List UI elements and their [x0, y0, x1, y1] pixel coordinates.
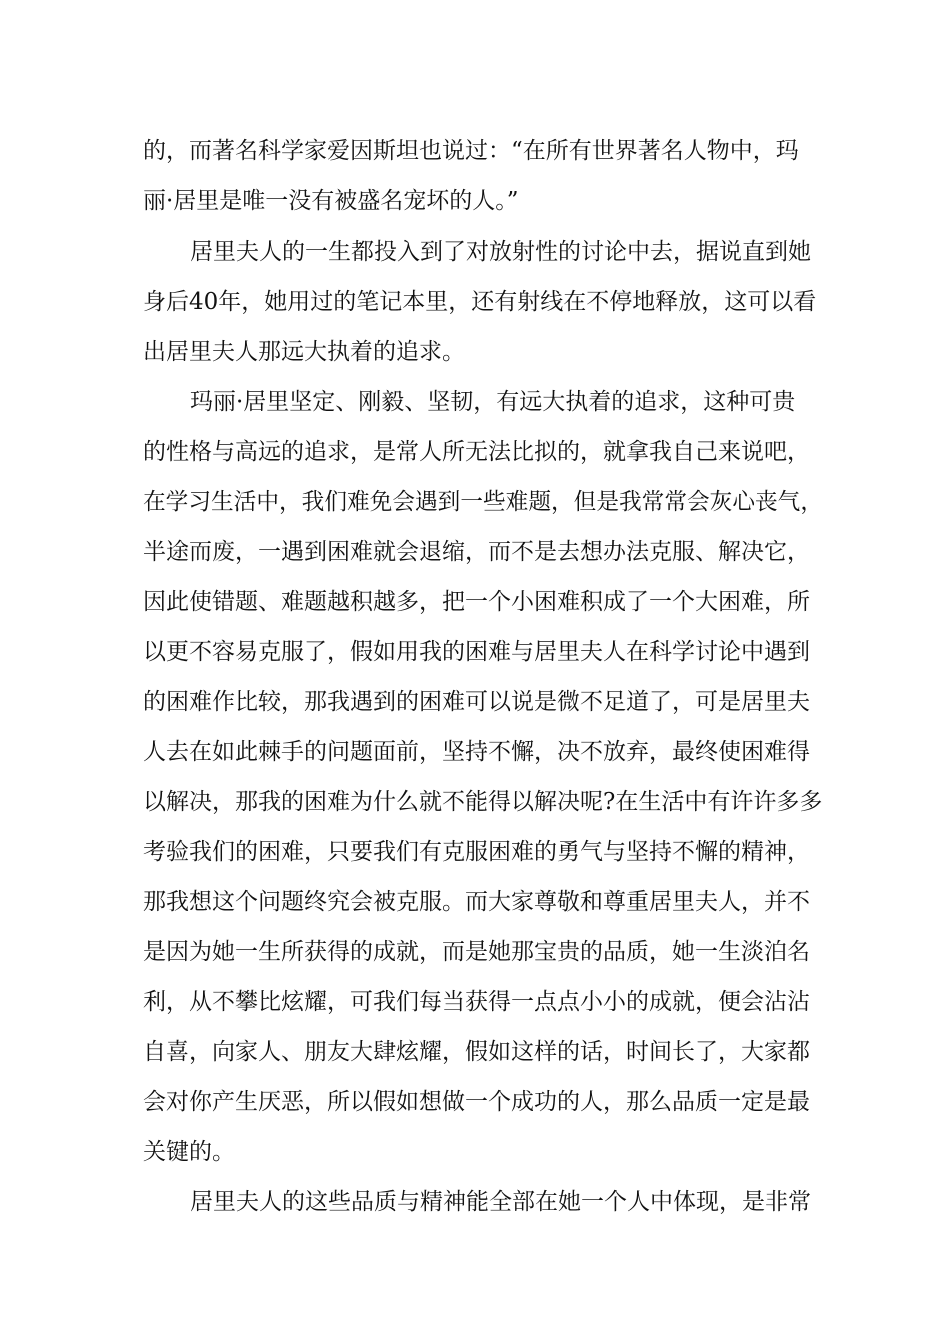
text-line: 半途而废，一遇到困难就会退缩，而不是去想办法克服、解决它， — [143, 539, 810, 565]
text-line: 的，而著名科学家爱因斯坦也说过：“在所有世界著名人物中，玛 — [143, 138, 799, 164]
text-line: 是因为她一生所获得的成就，而是她那宝贵的品质，她一生淡泊名 — [143, 939, 810, 965]
text-line: 考验我们的困难，只要我们有克服困难的勇气与坚持不懈的精神， — [143, 839, 810, 865]
text-line: 在学习生活中，我们难免会遇到一些难题，但是我常常会灰心丧气， — [143, 489, 823, 515]
text-line: 身后40年，她用过的笔记本里，还有射线在不停地释放，这可以看 — [143, 289, 817, 315]
text-line: 的性格与高远的追求，是常人所无法比拟的，就拿我自己来说吧， — [143, 439, 810, 465]
text-line: 自喜，向家人、朋友大肆炫耀，假如这样的话，时间长了，大家都 — [143, 1039, 810, 1065]
text-line: 会对你产生厌恶，所以假如想做一个成功的人，那么品质一定是最 — [143, 1089, 810, 1115]
text-line: 丽·居里是唯一没有被盛名宠坏的人。” — [143, 188, 519, 214]
text-line: 玛丽·居里坚定、刚毅、坚韧，有远大执着的追求，这种可贵 — [190, 389, 796, 415]
text-line: 居里夫人的这些品质与精神能全部在她一个人中体现，是非常 — [190, 1189, 811, 1215]
text-line: 居里夫人的一生都投入到了对放射性的讨论中去，据说直到她 — [190, 239, 811, 265]
text-line: 以解决，那我的困难为什么就不能得以解决呢?在生活中有许许多多 — [143, 789, 823, 815]
text-line: 的困难作比较，那我遇到的困难可以说是微不足道了，可是居里夫 — [143, 689, 810, 715]
text-line: 关键的。 — [143, 1139, 235, 1165]
text-line: 以更不容易克服了，假如用我的困难与居里夫人在科学讨论中遇到 — [143, 639, 810, 665]
text-line: 因此使错题、难题越积越多，把一个小困难积成了一个大困难，所 — [143, 589, 810, 615]
text-line: 那我想这个问题终究会被克服。而大家尊敬和尊重居里夫人，并不 — [143, 889, 810, 915]
text-line: 出居里夫人那远大执着的追求。 — [143, 339, 465, 365]
text-line: 人去在如此棘手的问题面前，坚持不懈，决不放弃，最终使困难得 — [143, 739, 810, 765]
text-line: 利，从不攀比炫耀，可我们每当获得一点点小小的成就，便会沾沾 — [143, 989, 810, 1015]
